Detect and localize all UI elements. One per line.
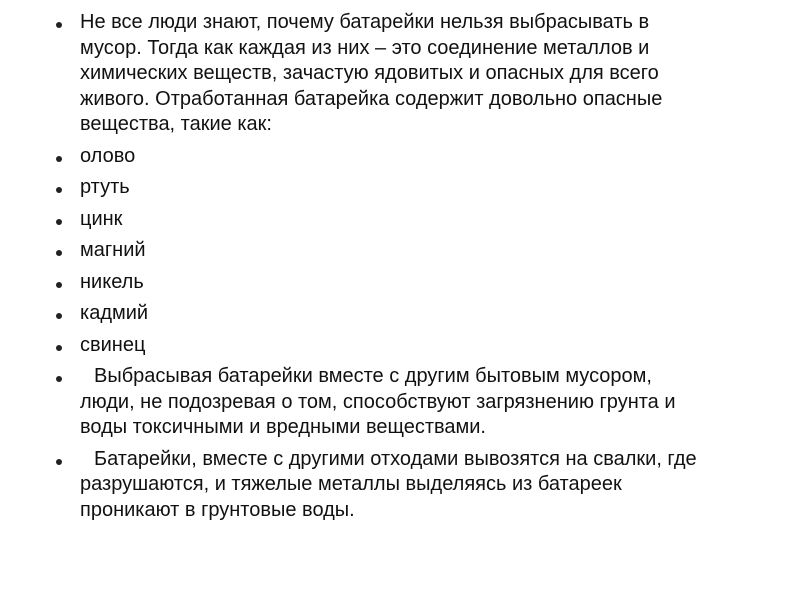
list-item bbox=[44, 207, 744, 233]
list-item bbox=[44, 301, 744, 327]
list-item bbox=[44, 364, 744, 441]
bullet-dot-icon bbox=[56, 22, 62, 28]
bullet-dot-icon bbox=[56, 345, 62, 351]
list-item-text bbox=[80, 447, 744, 524]
list-item-text bbox=[80, 333, 744, 359]
list-item-text bbox=[80, 175, 744, 201]
bullet-dot-icon bbox=[56, 219, 62, 225]
list-item-text bbox=[80, 238, 744, 264]
bullet-dot-icon bbox=[56, 282, 62, 288]
bullet-dot-icon bbox=[56, 250, 62, 256]
text-line: кадмий bbox=[80, 302, 149, 324]
text-line: разрушаются, и тяжелые металлы выделяясь из батареек bbox=[80, 473, 622, 495]
text-line: живого. Отработанная батарейка содержит довольно опасные bbox=[80, 87, 663, 110]
text-line: свинец bbox=[80, 333, 146, 356]
list-item bbox=[44, 175, 744, 201]
text-line: вещества, такие как: bbox=[80, 113, 272, 135]
bullet-dot-icon bbox=[56, 156, 62, 162]
text-line: химических веществ, зачастую ядовитых и опасных для всего bbox=[80, 62, 659, 84]
text-line: олово bbox=[80, 144, 136, 167]
text-line: воды токсичными и вредными веществами. bbox=[80, 416, 486, 438]
list-item-text bbox=[80, 364, 744, 441]
bullet-dot-icon bbox=[56, 313, 62, 319]
list-item bbox=[44, 447, 744, 524]
list-item bbox=[44, 270, 744, 296]
list-item-text bbox=[80, 207, 744, 233]
text-line: люди, не подозревая о том, способствуют загрязнению грунта и bbox=[80, 390, 676, 413]
bullet-list bbox=[44, 10, 744, 529]
text-line: ртуть bbox=[80, 176, 130, 198]
text-line: Не все люди знают, почему батарейки нельзя выбрасывать в bbox=[80, 11, 650, 33]
list-item-text bbox=[80, 144, 744, 170]
bullet-dot-icon bbox=[56, 376, 62, 382]
text-line: Батарейки, вместе с другими отходами вывозятся на свалки, где bbox=[94, 447, 697, 470]
list-item bbox=[44, 238, 744, 264]
text-line: проникают в грунтовые воды. bbox=[80, 498, 355, 521]
text-line: мусор. Тогда как каждая из них – это соединение металлов и bbox=[80, 36, 650, 59]
text-line: цинк bbox=[80, 207, 123, 230]
list-item-text bbox=[80, 301, 744, 327]
list-item bbox=[44, 333, 744, 359]
list-item-text bbox=[80, 10, 744, 138]
text-line: магний bbox=[80, 239, 146, 261]
text-line: никель bbox=[80, 270, 144, 293]
list-item-text bbox=[80, 270, 744, 296]
text-line: Выбрасывая батарейки вместе с другим бытовым мусором, bbox=[94, 365, 652, 387]
list-item bbox=[44, 10, 744, 138]
bullet-dot-icon bbox=[56, 187, 62, 193]
bullet-dot-icon bbox=[56, 459, 62, 465]
list-item bbox=[44, 144, 744, 170]
